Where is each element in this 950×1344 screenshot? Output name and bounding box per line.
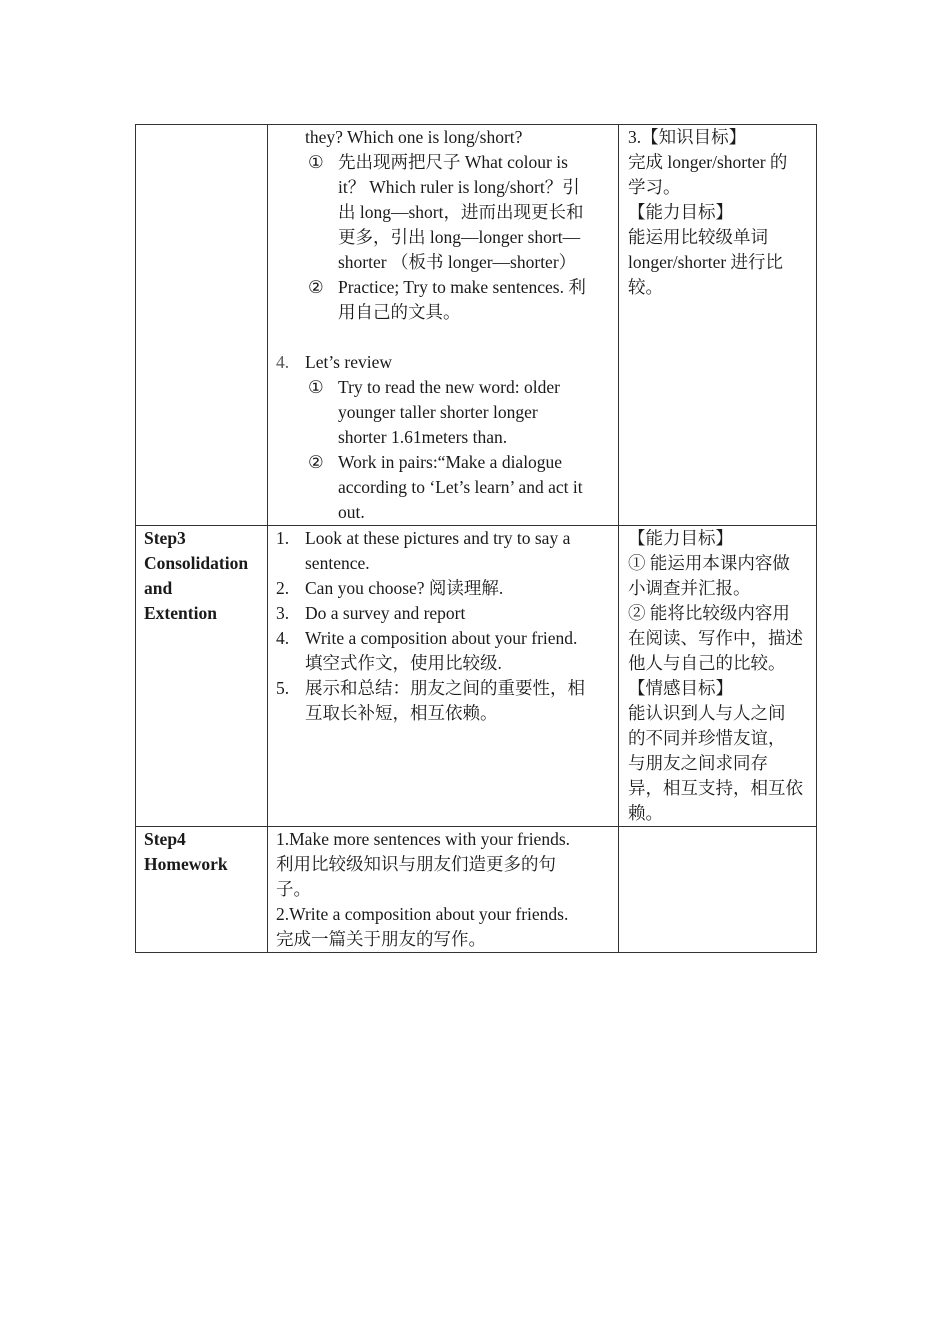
- list-item: ② Practice; Try to make sentences. 利 用自己的文具。: [308, 277, 586, 322]
- list-item: ① 先出现两把尺子 What colour is it？ Which ruler is long/short？引 出 long—short，进而出现更长和 更多，引出 long—longer short— shorter （板书 longer—shorter）: [308, 152, 584, 272]
- activities-cell: [268, 526, 619, 827]
- list-item: 1. Look at these pictures and try to say a sentence.: [276, 528, 571, 573]
- goals-cell: [619, 827, 817, 953]
- table-row: [136, 827, 817, 953]
- list-item: ① Try to read the new word: older younger taller shorter longer shorter 1.61meters than.: [308, 377, 560, 447]
- list-item: 2. Can you choose? 阅读理解.: [276, 578, 504, 598]
- list-item: 4. Write a composition about your friend. 填空式作文，使用比较级.: [276, 628, 578, 673]
- step-cell: Step4 Homework: [136, 827, 268, 953]
- step-cell: Step3 Consolidation and Extention: [136, 526, 268, 827]
- goals-cell: 【能力目标】 ① 能运用本课内容做 小调查并汇报。 ② 能将比较级内容用 在阅读、写作中，描述 他人与自己的比较。 【情感目标】 能认识到人与人之间 的不同并珍惜友谊， 与朋友之间求同存 异，相互支持，相互依 赖。: [619, 526, 817, 827]
- activities-cell: 1.Make more sentences with your friends. 利用比较级知识与朋友们造更多的句 子。 2.Write a composition about your friends. 完成一篇关于朋友的写作。: [268, 827, 619, 953]
- table-row: [136, 526, 817, 827]
- lesson-plan-table: [135, 124, 817, 953]
- step-cell: [136, 125, 268, 526]
- list-item: ② Work in pairs:“Make a dialogue according to ‘Let’s learn’ and act it out.: [308, 452, 583, 522]
- activities-cell: [268, 125, 619, 526]
- table-row: [136, 125, 817, 526]
- list-item: 5. 展示和总结：朋友之间的重要性，相 互取长补短，相互依赖。: [276, 678, 585, 723]
- list-item: 3. Do a survey and report: [276, 603, 466, 623]
- goals-cell: 3.【知识目标】 完成 longer/shorter 的 学习。 【能力目标】 能运用比较级单词 longer/shorter 进行比 较。: [619, 125, 817, 526]
- list-item: 4. Let’s review: [276, 352, 392, 372]
- activity-text: they? Which one is long/short?: [305, 127, 523, 147]
